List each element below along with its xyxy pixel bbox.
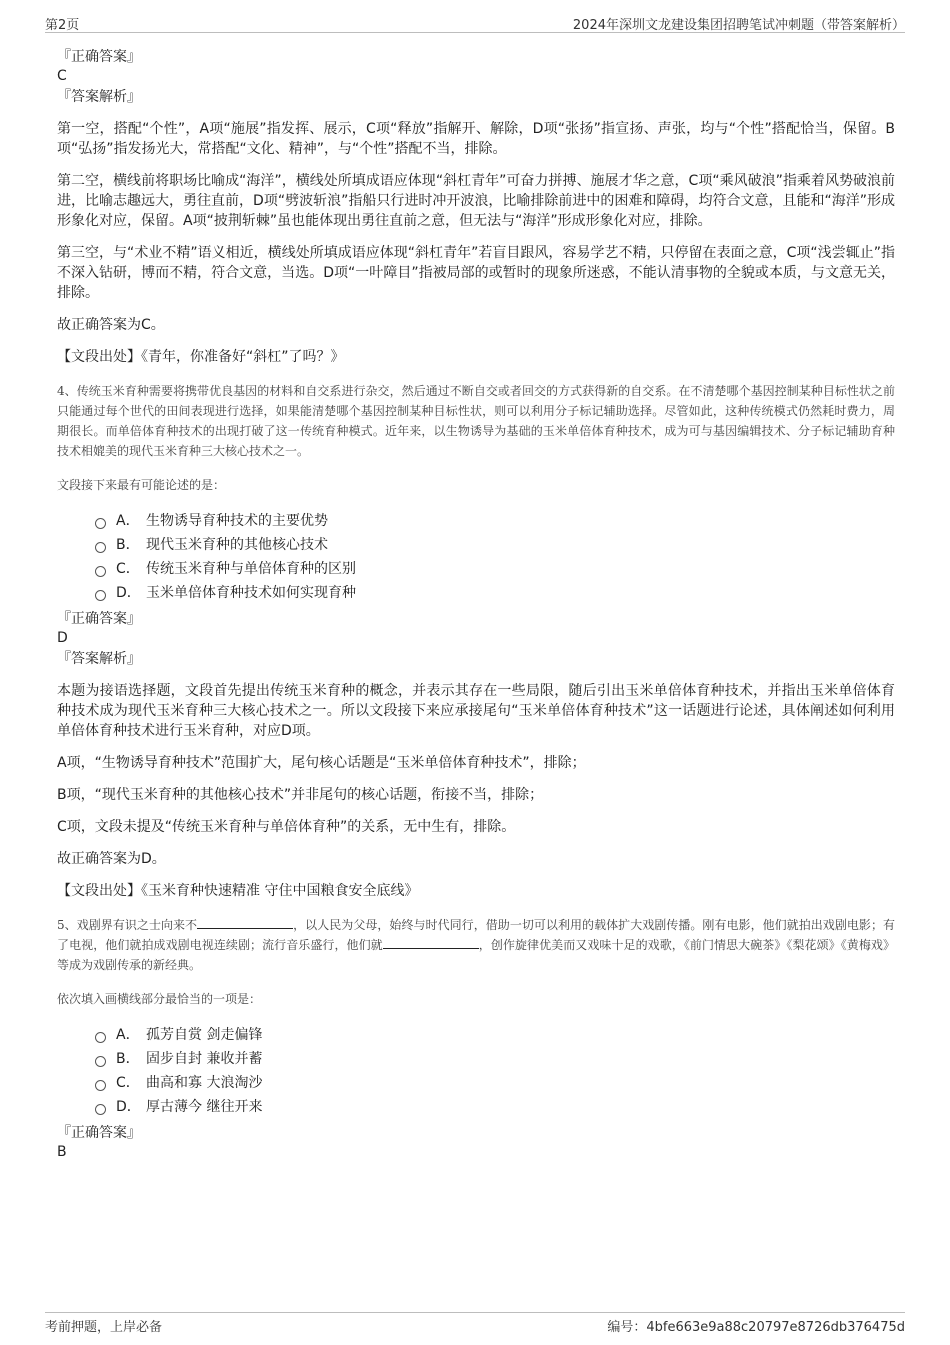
document-code: 编号：4bfe663e9a88c20797e8726db376475d bbox=[607, 1320, 905, 1335]
option-text: 玉米单倍体育种技术如何实现育种 bbox=[146, 585, 356, 601]
option-text: 生物诱导育种技术的主要优势 bbox=[146, 513, 328, 529]
radio-icon[interactable] bbox=[95, 1104, 106, 1115]
radio-icon[interactable] bbox=[95, 590, 106, 601]
radio-icon[interactable] bbox=[95, 1032, 106, 1043]
question-instruction: 依次填入画横线部分最恰当的一项是： bbox=[57, 992, 262, 1006]
option-b[interactable] bbox=[95, 533, 895, 557]
option-list bbox=[95, 1023, 895, 1119]
option-text: 传统玉米育种与单倍体育种的区别 bbox=[146, 561, 356, 577]
analysis-paragraph: B项，“现代玉米育种的其他核心技术”并非尾句的核心话题，衔接不当，排除； bbox=[57, 787, 544, 803]
option-letter: C． bbox=[116, 561, 140, 577]
answer-label: 『正确答案』 bbox=[57, 611, 141, 627]
option-b[interactable] bbox=[95, 1047, 895, 1071]
source-citation: 【文段出处】《青年，你准备好“斜杠”了吗？》 bbox=[57, 349, 345, 365]
option-letter: D． bbox=[116, 585, 141, 601]
option-d[interactable] bbox=[95, 1095, 895, 1119]
option-d[interactable] bbox=[95, 581, 895, 605]
footer-slogan: 考前押题，上岸必备 bbox=[45, 1320, 163, 1335]
q3-answer-block bbox=[57, 47, 895, 107]
answer-value: D bbox=[57, 630, 68, 646]
answer-label: 『正确答案』 bbox=[57, 1125, 141, 1141]
analysis-paragraph: C项，文段未提及“传统玉米育种与单倍体育种”的关系，无中生有，排除。 bbox=[57, 819, 516, 835]
radio-icon[interactable] bbox=[95, 1080, 106, 1091]
radio-icon[interactable] bbox=[95, 542, 106, 553]
option-list bbox=[95, 509, 895, 605]
q5-answer-block bbox=[57, 1123, 895, 1161]
answer-label: 『正确答案』 bbox=[57, 49, 141, 65]
option-a[interactable] bbox=[95, 509, 895, 533]
document-title: 2024年深圳文龙建设集团招聘笔试冲刺题（带答案解析） bbox=[572, 18, 905, 33]
option-c[interactable] bbox=[95, 1071, 895, 1095]
option-c[interactable] bbox=[95, 557, 895, 581]
analysis-paragraph: 第二空，横线前将职场比喻成“海洋”，横线处所填成语应体现“斜杠青年”可奋力拼搏、施展才华之意，C项“乘风破浪”指乘着风势破浪前进，比喻志趣远大，勇往直前，D项“劈波斩浪”指船只行进时冲开波浪，比喻排除前进中的困难和障碍，均符合文意，且能和“海洋”形成形象化对应，保留。A项“披荆斩棘”虽也能体现出勇往直前之意，但无法与“海洋”形成形象化对应，排除。 bbox=[57, 173, 895, 229]
page-content bbox=[57, 47, 895, 1163]
option-text: 孤芳自赏 剑走偏锋 bbox=[146, 1027, 263, 1043]
option-letter: A． bbox=[116, 513, 140, 529]
radio-icon[interactable] bbox=[95, 566, 106, 577]
option-letter: B． bbox=[116, 1051, 140, 1067]
option-text: 现代玉米育种的其他核心技术 bbox=[146, 537, 328, 553]
option-text: 厚古薄今 继往开来 bbox=[146, 1099, 263, 1115]
stem-part: ，创作旋律优美而又戏味十足的戏歌，《前门情思大碗茶》《梨花颂》《黄梅戏》等成为戏剧传承的新经典。 bbox=[57, 938, 895, 972]
option-letter: D． bbox=[116, 1099, 141, 1115]
option-a[interactable] bbox=[95, 1023, 895, 1047]
fill-blank bbox=[383, 936, 479, 949]
option-letter: A． bbox=[116, 1027, 140, 1043]
analysis-label: 『答案解析』 bbox=[57, 89, 141, 105]
option-letter: C． bbox=[116, 1075, 140, 1091]
option-text: 曲高和寡 大浪淘沙 bbox=[146, 1075, 263, 1091]
source-citation: 【文段出处】《玉米育种快速精准 守住中国粮食安全底线》 bbox=[57, 883, 419, 899]
answer-value: C bbox=[57, 68, 67, 84]
radio-icon[interactable] bbox=[95, 1056, 106, 1067]
option-letter: B． bbox=[116, 537, 140, 553]
answer-value: B bbox=[57, 1144, 67, 1160]
analysis-conclusion: 故正确答案为D。 bbox=[57, 851, 166, 867]
page-header bbox=[45, 12, 905, 33]
stem-part: ，以人民为父母，始终与时代同行，借助一切可以利用的载体扩大戏剧传播。刚有电影，他们就拍出戏剧电影；有了电视，他们就拍成戏剧电视连续剧；流行音乐盛行，他们就 bbox=[57, 918, 895, 952]
analysis-paragraph: 本题为接语选择题，文段首先提出传统玉米育种的概念，并表示其存在一些局限，随后引出玉米单倍体育种技术，并指出玉米单倍体育种技术成为现代玉米育种三大核心技术之一。所以文段接下来应承接尾句“玉米单倍体育种技术”这一话题进行论述，具体阐述如何利用单倍体育种技术进行玉米育种，对应D项。 bbox=[57, 683, 895, 739]
analysis-paragraph: 第一空，搭配“个性”，A项“施展”指发挥、展示，C项“释放”指解开、解除，D项“张扬”指宣扬、声张，均与“个性”搭配恰当，保留。B项“弘扬”指发扬光大，常搭配“文化、精神”，与“个性”搭配不当，排除。 bbox=[57, 121, 895, 157]
stem-part: 5、戏剧界有识之士向来不 bbox=[57, 918, 198, 932]
page-number: 第2页 bbox=[45, 18, 80, 33]
analysis-paragraph: 第三空，与“术业不精”语义相近，横线处所填成语应体现“斜杠青年”若盲目跟风，容易学艺不精，只停留在表面之意，C项“浅尝辄止”指不深入钻研，博而不精，符合文意，当选。D项“一叶障目”指被局部的或暂时的现象所迷惑，不能认清事物的全貌或本质，与文意无关，排除。 bbox=[57, 245, 895, 301]
option-text: 固步自封 兼收并蓄 bbox=[146, 1051, 263, 1067]
fill-blank bbox=[197, 916, 293, 929]
analysis-paragraph: A项，“生物诱导育种技术”范围扩大，尾句核心话题是“玉米单倍体育种技术”，排除； bbox=[57, 755, 586, 771]
analysis-conclusion: 故正确答案为C。 bbox=[57, 317, 165, 333]
radio-icon[interactable] bbox=[95, 518, 106, 529]
q4-answer-block bbox=[57, 609, 895, 669]
question-stem: 4、传统玉米育种需要将携带优良基因的材料和自交系进行杂交，然后通过不断自交或者回交的方式获得新的自交系。在不清楚哪个基因控制某种目标性状之前只能通过每个世代的田间表现进行选择，如果能清楚哪个基因控制某种目标性状，则可以利用分子标记辅助选择。尽管如此，这种传统模式仍然耗时费力，周期很长。而单倍体育种技术的出现打破了这一传统育种模式。近年来，以生物诱导为基础的玉米单倍体育种技术，成为可与基因编辑技术、分子标记辅助育种技术相媲美的现代玉米育种三大核心技术之一。 bbox=[57, 384, 895, 458]
analysis-label: 『答案解析』 bbox=[57, 651, 141, 667]
question-stem bbox=[57, 915, 895, 975]
page-footer bbox=[45, 1312, 905, 1337]
question-instruction: 文段接下来最有可能论述的是： bbox=[57, 478, 226, 492]
